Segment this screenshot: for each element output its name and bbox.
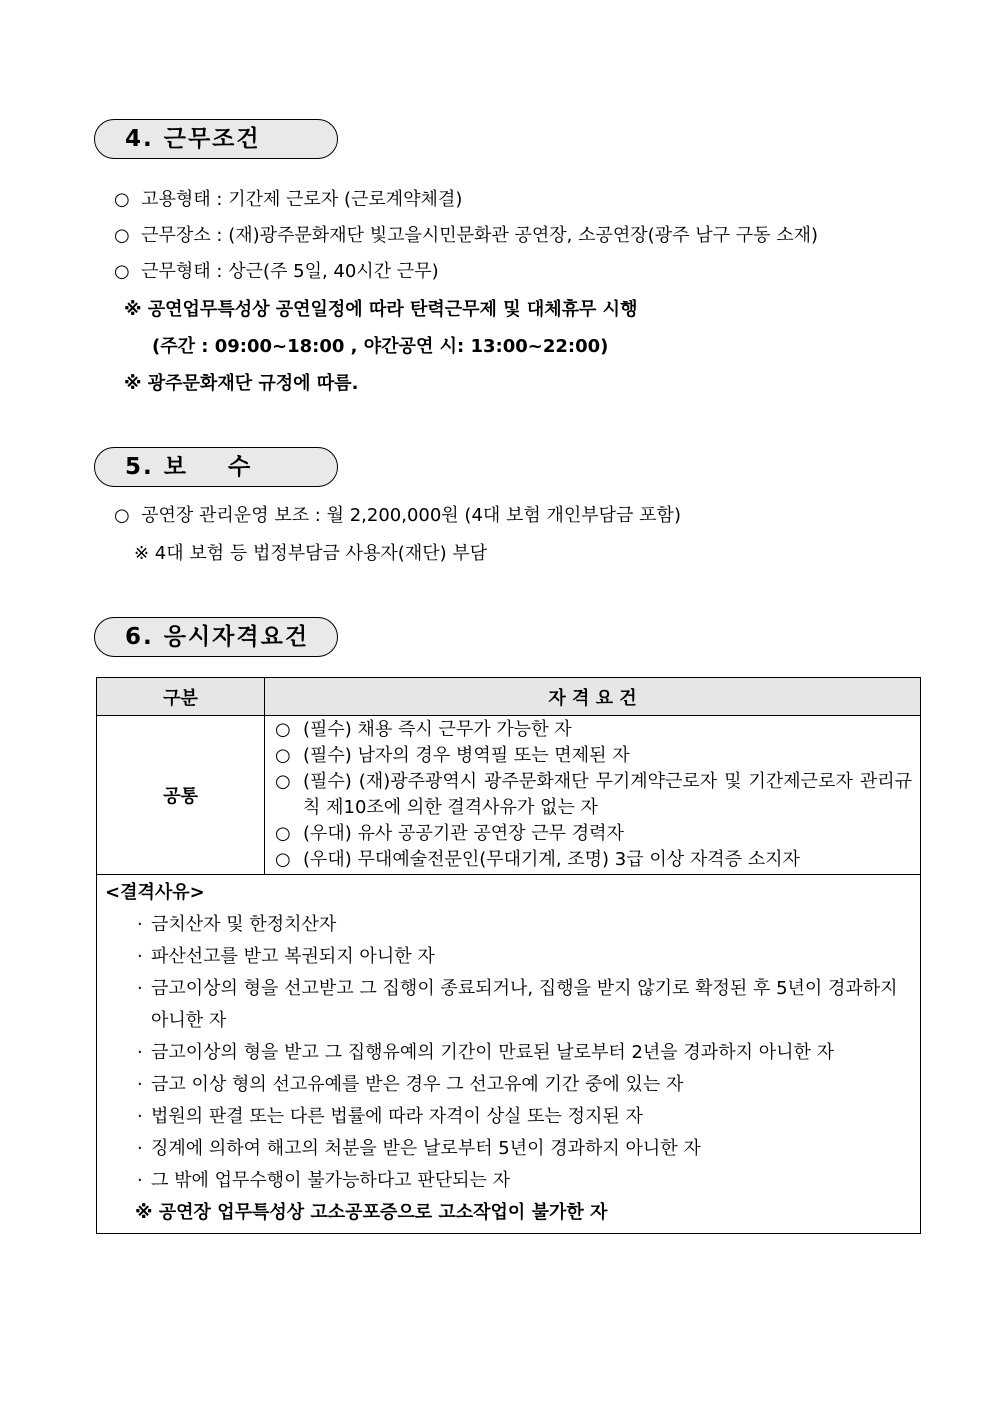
regulation-note: ※ 광주문화재단 규정에 따름. xyxy=(124,373,359,394)
section-6-heading xyxy=(94,617,338,657)
flexible-work-note: ※ 공연업무특성상 공연일정에 따라 탄력근무제 및 대체휴무 시행 xyxy=(124,299,638,320)
table-row xyxy=(97,875,921,1234)
disqualification-cell xyxy=(97,875,921,1234)
list-item: · 법원의 판결 또는 다른 법률에 따라 자격이 상실 또는 정지된 자 xyxy=(137,1106,643,1127)
list-item: · 금고이상의 형을 받고 그 집행유예의 기간이 만료된 날로부터 2년을 경과하지 아니한 자 xyxy=(137,1042,834,1063)
circle-bullet-icon: ○ xyxy=(275,745,291,766)
section-4-heading xyxy=(94,119,338,159)
disqualification-title: <결격사유> xyxy=(105,882,205,903)
work-hours-note: (주간 : 09:00~18:00 , 야간공연 시: 13:00~22:00) xyxy=(152,336,609,357)
list-item: ○ (우대) 유사 공공기관 공연장 근무 경력자 xyxy=(273,821,912,847)
salary-line: ○ 공연장 관리운영 보조 : 월 2,200,000원 (4대 보험 개인부담금 포함) xyxy=(114,505,681,526)
work-type-line: ○ 근무형태 : 상근(주 5일, 40시간 근무) xyxy=(114,261,439,282)
list-item: · 파산선고를 받고 복권되지 아니한 자 xyxy=(137,946,435,967)
table-header-row xyxy=(97,678,921,716)
section-6-title: 6. 응시자격요건 xyxy=(125,624,310,650)
list-item: ○ (필수) (재)광주광역시 광주문화재단 무기계약근로자 및 기간제근로자 관리규칙 제10조에 의한 결격사유가 없는 자 xyxy=(275,771,912,818)
qualification-table xyxy=(96,677,921,1234)
list-item: · 금치산자 및 한정치산자 xyxy=(137,914,337,935)
section-5-title: 5. 보 수 xyxy=(125,454,253,480)
insurance-note: ※ 4대 보험 등 법정부담금 사용자(재단) 부담 xyxy=(134,543,488,564)
list-item: · 그 밖에 업무수행이 불가능하다고 판단되는 자 xyxy=(137,1170,510,1191)
employment-type-line: ○ 고용형태 : 기간제 근로자 (근로계약체결) xyxy=(114,189,463,210)
acrophobia-note: ※ 공연장 업무특성상 고소공포증으로 고소작업이 불가한 자 xyxy=(135,1202,608,1223)
list-item: · 금고이상의 형을 선고받고 그 집행이 종료되거나, 집행을 받지 않기로 확정된 후 5년이 경과하지 아니한 자 xyxy=(137,978,898,1031)
list-item: · 징계에 의하여 해고의 처분을 받은 날로부터 5년이 경과하지 아니한 자 xyxy=(137,1138,701,1159)
circle-bullet-icon: ○ xyxy=(275,823,291,844)
header-category: 구분 xyxy=(97,678,265,716)
requirements-cell xyxy=(265,716,921,875)
list-item: ○ (필수) 남자의 경우 병역필 또는 면제된 자 xyxy=(273,743,912,769)
list-item: ○ (우대) 무대예술전문인(무대기계, 조명) 3급 이상 자격증 소지자 xyxy=(273,847,912,873)
list-item: · 금고 이상 형의 선고유예를 받은 경우 그 선고유예 기간 중에 있는 자 xyxy=(137,1074,684,1095)
list-item: ○ (필수) 채용 즉시 근무가 가능한 자 xyxy=(273,717,912,743)
table-row xyxy=(97,716,921,875)
category-common: 공통 xyxy=(97,716,265,875)
circle-bullet-icon: ○ xyxy=(275,849,291,870)
circle-bullet-icon: ○ xyxy=(275,719,291,740)
circle-bullet-icon: ○ xyxy=(275,771,291,792)
section-4-title: 4. 근무조건 xyxy=(125,126,261,152)
section-5-heading xyxy=(94,447,338,487)
workplace-line: ○ 근무장소 : (재)광주문화재단 빛고을시민문화관 공연장, 소공연장(광주 남구 구동 소재) xyxy=(114,225,818,246)
header-requirements: 자 격 요 건 xyxy=(265,678,921,716)
